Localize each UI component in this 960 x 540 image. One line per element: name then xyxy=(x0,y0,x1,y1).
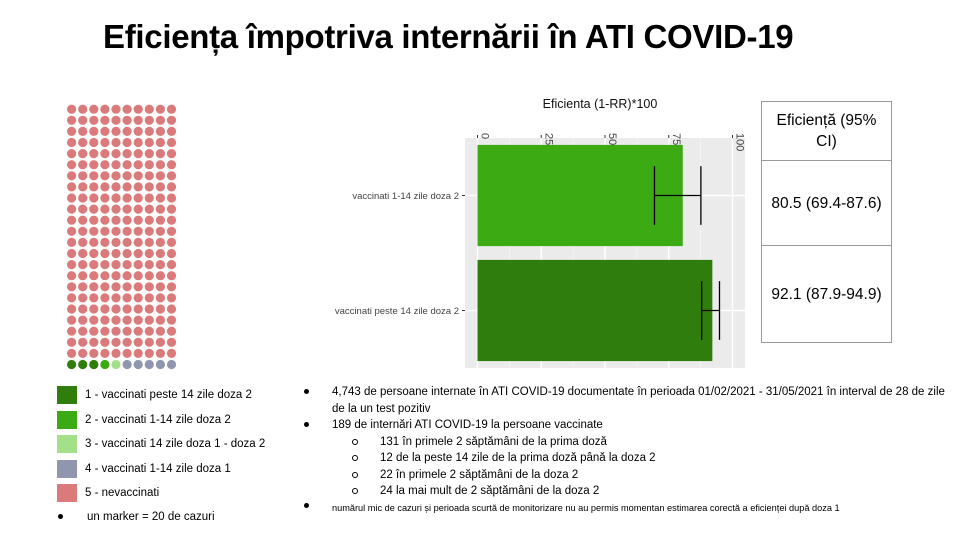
waffle-marker xyxy=(100,160,109,169)
waffle-marker xyxy=(145,160,154,169)
waffle-marker xyxy=(167,249,176,258)
waffle-marker xyxy=(100,282,109,291)
waffle-marker xyxy=(156,238,165,247)
waffle-marker xyxy=(123,349,132,358)
waffle-marker xyxy=(89,171,98,180)
waffle-marker xyxy=(156,327,165,336)
waffle-marker xyxy=(78,227,87,236)
waffle-marker xyxy=(111,338,120,347)
waffle-marker xyxy=(134,338,143,347)
waffle-marker xyxy=(123,282,132,291)
waffle-marker xyxy=(134,149,143,158)
waffle-marker xyxy=(89,238,98,247)
circle-bullet-icon xyxy=(352,455,358,461)
waffle-marker xyxy=(111,293,120,302)
waffle-marker xyxy=(134,260,143,269)
waffle-marker xyxy=(134,360,143,369)
waffle-marker xyxy=(123,271,132,280)
waffle-marker xyxy=(67,171,76,180)
waffle-marker xyxy=(111,249,120,258)
waffle-marker xyxy=(134,116,143,125)
waffle-marker xyxy=(89,327,98,336)
waffle-marker xyxy=(167,116,176,125)
waffle-marker xyxy=(145,316,154,325)
waffle-marker xyxy=(123,227,132,236)
waffle-marker xyxy=(167,227,176,236)
waffle-marker xyxy=(111,127,120,136)
waffle-marker xyxy=(167,127,176,136)
sub-note-text: 12 de la peste 14 zile de la prima doză până la doza 2 xyxy=(380,452,656,464)
waffle-marker xyxy=(111,182,120,191)
efficacy-table-header: Eficiență (95% CI) xyxy=(762,102,892,161)
waffle-marker xyxy=(123,360,132,369)
waffle-marker xyxy=(67,327,76,336)
waffle-marker xyxy=(89,349,98,358)
waffle-marker xyxy=(78,182,87,191)
waffle-marker xyxy=(89,249,98,258)
waffle-chart xyxy=(66,104,178,370)
waffle-marker xyxy=(145,249,154,258)
waffle-marker xyxy=(89,182,98,191)
waffle-marker xyxy=(134,227,143,236)
waffle-marker xyxy=(100,238,109,247)
waffle-marker xyxy=(134,193,143,202)
note-admissions-text: 4,743 de persoane internate în ATI COVID-19 documentate în perioada 01/02/2021 - 31/05/2021 în interval de 28 de zile de la un test pozitiv xyxy=(332,386,945,415)
waffle-marker xyxy=(145,127,154,136)
note-vaccinated-text: 189 de internări ATI COVID-19 la persoane vaccinate xyxy=(332,419,603,431)
waffle-marker xyxy=(156,271,165,280)
waffle-marker xyxy=(111,282,120,291)
waffle-marker xyxy=(111,138,120,147)
waffle-marker xyxy=(67,316,76,325)
waffle-marker xyxy=(100,193,109,202)
waffle-marker xyxy=(145,238,154,247)
waffle-marker xyxy=(123,304,132,313)
waffle-marker xyxy=(134,138,143,147)
waffle-marker xyxy=(111,304,120,313)
waffle-marker xyxy=(145,138,154,147)
waffle-marker xyxy=(67,360,76,369)
waffle-marker xyxy=(100,360,109,369)
legend-label-5: 5 - nevaccinati xyxy=(85,487,160,499)
waffle-marker xyxy=(67,227,76,236)
waffle-marker xyxy=(123,205,132,214)
legend-swatch-3 xyxy=(57,435,77,453)
waffle-marker xyxy=(100,105,109,114)
waffle-marker xyxy=(67,116,76,125)
waffle-marker xyxy=(145,271,154,280)
waffle-marker xyxy=(78,193,87,202)
waffle-marker xyxy=(89,304,98,313)
waffle-marker xyxy=(123,105,132,114)
waffle-marker xyxy=(100,327,109,336)
waffle-marker xyxy=(67,127,76,136)
note-admissions xyxy=(300,384,955,417)
waffle-marker xyxy=(134,182,143,191)
waffle-marker xyxy=(89,316,98,325)
legend-swatch-1 xyxy=(57,386,77,404)
circle-bullet-icon xyxy=(352,472,358,478)
waffle-marker xyxy=(123,171,132,180)
waffle-marker xyxy=(156,193,165,202)
waffle-marker xyxy=(145,293,154,302)
waffle-marker xyxy=(111,260,120,269)
waffle-marker xyxy=(123,316,132,325)
waffle-marker xyxy=(123,238,132,247)
waffle-marker xyxy=(134,205,143,214)
waffle-marker xyxy=(134,304,143,313)
waffle-marker xyxy=(156,127,165,136)
waffle-marker xyxy=(89,138,98,147)
waffle-marker xyxy=(134,349,143,358)
waffle-marker xyxy=(89,149,98,158)
legend-label-4: 4 - vaccinati 1-14 zile doza 1 xyxy=(85,462,231,475)
waffle-marker xyxy=(111,238,120,247)
waffle-marker xyxy=(78,105,87,114)
waffle-marker xyxy=(156,260,165,269)
waffle-marker xyxy=(167,205,176,214)
waffle-marker xyxy=(156,116,165,125)
waffle-marker xyxy=(78,271,87,280)
waffle-marker xyxy=(67,293,76,302)
legend-label-1: 1 - vaccinati peste 14 zile doza 2 xyxy=(85,389,252,401)
waffle-marker xyxy=(78,260,87,269)
waffle-marker xyxy=(167,193,176,202)
waffle-marker xyxy=(67,238,76,247)
waffle-marker xyxy=(78,360,87,369)
waffle-marker xyxy=(100,349,109,358)
waffle-marker xyxy=(145,182,154,191)
waffle-marker xyxy=(156,360,165,369)
waffle-marker xyxy=(145,304,154,313)
sub-note-text: 131 în primele 2 săptămâni de la prima doză xyxy=(380,435,607,448)
waffle-marker xyxy=(111,149,120,158)
waffle-marker xyxy=(78,338,87,347)
waffle-marker xyxy=(111,216,120,225)
x-tick-label: 100 xyxy=(733,133,745,152)
waffle-marker xyxy=(167,160,176,169)
bullet-icon xyxy=(304,422,309,427)
waffle-marker xyxy=(156,304,165,313)
waffle-marker xyxy=(167,260,176,269)
waffle-marker xyxy=(89,360,98,369)
waffle-marker xyxy=(123,116,132,125)
waffle-marker xyxy=(167,327,176,336)
page-title: Eficiența împotriva internării în ATI COVID-19 xyxy=(103,18,794,55)
marker-note-text: un marker = 20 de cazuri xyxy=(87,511,215,523)
sub-note xyxy=(300,483,955,500)
waffle-marker xyxy=(100,293,109,302)
waffle-marker xyxy=(89,338,98,347)
waffle-marker xyxy=(89,127,98,136)
waffle-marker xyxy=(134,249,143,258)
waffle-marker xyxy=(145,149,154,158)
waffle-marker xyxy=(145,116,154,125)
waffle-marker xyxy=(145,105,154,114)
waffle-marker xyxy=(123,127,132,136)
waffle-marker xyxy=(145,338,154,347)
waffle-marker xyxy=(156,338,165,347)
waffle-marker xyxy=(156,138,165,147)
waffle-marker xyxy=(156,293,165,302)
efficacy-table-cell-1: 80.5 (69.4-87.6) xyxy=(762,161,892,246)
waffle-marker xyxy=(67,149,76,158)
waffle-marker xyxy=(156,282,165,291)
x-tick-label: 0 xyxy=(478,133,491,140)
waffle-marker xyxy=(167,316,176,325)
sub-note-text: 22 în primele 2 săptămâni de la doza 2 xyxy=(380,468,579,481)
waffle-marker xyxy=(67,304,76,313)
waffle-marker xyxy=(123,193,132,202)
waffle-marker xyxy=(123,149,132,158)
sub-note-text: 24 la mai mult de 2 săptămâni de la doza 2 xyxy=(380,485,600,497)
circle-bullet-icon xyxy=(352,439,358,445)
waffle-marker xyxy=(111,271,120,280)
waffle-marker xyxy=(145,360,154,369)
waffle-marker xyxy=(89,216,98,225)
waffle-marker xyxy=(100,182,109,191)
waffle-marker xyxy=(145,327,154,336)
category-label: vaccinati peste 14 zile doza 2 xyxy=(334,306,459,317)
waffle-marker xyxy=(167,293,176,302)
waffle-marker xyxy=(156,149,165,158)
waffle-marker xyxy=(167,216,176,225)
waffle-marker xyxy=(78,216,87,225)
waffle-marker xyxy=(156,316,165,325)
waffle-marker xyxy=(167,338,176,347)
waffle-marker xyxy=(134,316,143,325)
waffle-marker xyxy=(156,227,165,236)
waffle-marker xyxy=(100,171,109,180)
waffle-marker xyxy=(89,160,98,169)
bullet-icon xyxy=(58,514,63,519)
waffle-marker xyxy=(100,116,109,125)
waffle-marker xyxy=(67,182,76,191)
waffle-marker xyxy=(67,193,76,202)
waffle-marker xyxy=(89,116,98,125)
waffle-marker xyxy=(134,282,143,291)
waffle-marker xyxy=(134,327,143,336)
note-limitation-text: numărul mic de cazuri și perioada scurtă de monitorizare nu au permis momentan estimarea corectă a eficienței după doza 1 xyxy=(332,502,840,513)
efficacy-table xyxy=(761,101,892,343)
waffle-marker xyxy=(78,138,87,147)
legend-swatch-5 xyxy=(57,484,77,502)
waffle-marker xyxy=(89,260,98,269)
x-tick-label: 50 xyxy=(606,133,618,146)
waffle-marker xyxy=(167,360,176,369)
x-tick-label: 75 xyxy=(669,133,682,146)
waffle-marker xyxy=(78,249,87,258)
bullet-icon xyxy=(304,389,309,394)
waffle-marker xyxy=(100,304,109,313)
waffle-marker xyxy=(67,138,76,147)
waffle-marker xyxy=(111,227,120,236)
waffle-marker xyxy=(167,105,176,114)
waffle-marker xyxy=(123,338,132,347)
waffle-marker xyxy=(100,271,109,280)
waffle-marker xyxy=(156,349,165,358)
waffle-marker xyxy=(145,205,154,214)
waffle-marker xyxy=(78,293,87,302)
circle-bullet-icon xyxy=(352,488,358,494)
waffle-marker xyxy=(134,216,143,225)
waffle-marker xyxy=(134,127,143,136)
sub-note xyxy=(300,467,955,484)
bullet-icon xyxy=(304,503,309,508)
waffle-marker xyxy=(89,205,98,214)
waffle-marker xyxy=(167,304,176,313)
waffle-marker xyxy=(111,327,120,336)
waffle-marker xyxy=(156,171,165,180)
waffle-marker xyxy=(89,293,98,302)
waffle-marker xyxy=(123,138,132,147)
waffle-marker xyxy=(78,160,87,169)
waffle-marker xyxy=(156,105,165,114)
waffle-marker xyxy=(100,205,109,214)
waffle-marker xyxy=(167,171,176,180)
waffle-marker xyxy=(123,182,132,191)
waffle-marker xyxy=(78,127,87,136)
waffle-marker xyxy=(78,327,87,336)
waffle-marker xyxy=(78,316,87,325)
notes-list xyxy=(300,384,955,516)
bar xyxy=(478,260,713,361)
waffle-marker xyxy=(67,282,76,291)
waffle-marker xyxy=(100,138,109,147)
waffle-marker xyxy=(145,171,154,180)
x-tick-label: 25 xyxy=(542,133,555,146)
waffle-marker xyxy=(111,349,120,358)
waffle-marker xyxy=(156,249,165,258)
sub-note xyxy=(300,434,955,451)
waffle-marker xyxy=(134,271,143,280)
waffle-marker xyxy=(167,238,176,247)
waffle-marker xyxy=(156,216,165,225)
waffle-marker xyxy=(111,116,120,125)
x-axis-title: Eficienta (1-RR)*100 xyxy=(542,97,658,111)
waffle-marker xyxy=(67,216,76,225)
note-limitation xyxy=(300,500,955,517)
waffle-marker xyxy=(123,160,132,169)
waffle-marker xyxy=(145,216,154,225)
waffle-marker xyxy=(100,260,109,269)
waffle-marker xyxy=(67,105,76,114)
legend-label-2: 2 - vaccinati 1-14 zile doza 2 xyxy=(85,413,231,426)
waffle-marker xyxy=(78,349,87,358)
bar xyxy=(478,145,683,246)
waffle-marker xyxy=(100,149,109,158)
waffle-marker xyxy=(78,238,87,247)
waffle-marker xyxy=(111,193,120,202)
waffle-marker xyxy=(100,216,109,225)
waffle-marker xyxy=(134,105,143,114)
waffle-marker xyxy=(89,271,98,280)
waffle-marker xyxy=(145,349,154,358)
waffle-marker xyxy=(67,338,76,347)
waffle-marker xyxy=(67,271,76,280)
waffle-marker xyxy=(111,171,120,180)
waffle-marker xyxy=(145,260,154,269)
waffle-marker xyxy=(145,193,154,202)
waffle-marker xyxy=(111,205,120,214)
waffle-marker xyxy=(111,105,120,114)
legend-swatch-4 xyxy=(57,460,77,478)
waffle-marker xyxy=(134,293,143,302)
waffle-marker xyxy=(78,149,87,158)
efficacy-table-cell-2: 92.1 (87.9-94.9) xyxy=(762,246,892,343)
waffle-marker xyxy=(167,182,176,191)
waffle-marker xyxy=(78,282,87,291)
waffle-marker xyxy=(67,249,76,258)
category-label: vaccinati 1-14 zile doza 2 xyxy=(352,191,459,202)
waffle-marker xyxy=(167,349,176,358)
waffle-marker xyxy=(78,116,87,125)
waffle-marker xyxy=(145,282,154,291)
waffle-marker xyxy=(100,316,109,325)
waffle-marker xyxy=(123,249,132,258)
legend-label-3: 3 - vaccinati 14 zile doza 1 - doza 2 xyxy=(85,438,266,450)
waffle-marker xyxy=(67,349,76,358)
waffle-marker xyxy=(134,171,143,180)
efficacy-bar-chart xyxy=(300,90,745,375)
waffle-marker xyxy=(167,149,176,158)
waffle-marker xyxy=(156,182,165,191)
waffle-marker xyxy=(156,205,165,214)
waffle-marker xyxy=(123,260,132,269)
waffle-marker xyxy=(67,205,76,214)
waffle-marker xyxy=(100,227,109,236)
marker-note xyxy=(58,511,215,523)
sub-note xyxy=(300,450,955,467)
waffle-marker xyxy=(67,260,76,269)
note-vaccinated xyxy=(300,417,955,434)
waffle-marker xyxy=(167,138,176,147)
waffle-marker xyxy=(89,105,98,114)
waffle-marker xyxy=(111,360,120,369)
waffle-marker xyxy=(134,238,143,247)
waffle-marker xyxy=(123,293,132,302)
waffle-marker xyxy=(89,282,98,291)
waffle-marker xyxy=(134,160,143,169)
waffle-marker xyxy=(123,216,132,225)
waffle-marker xyxy=(123,327,132,336)
waffle-marker xyxy=(167,282,176,291)
waffle-marker xyxy=(67,160,76,169)
waffle-marker xyxy=(89,227,98,236)
waffle-marker xyxy=(100,249,109,258)
waffle-marker xyxy=(78,205,87,214)
waffle-marker xyxy=(100,127,109,136)
waffle-marker xyxy=(100,338,109,347)
waffle-marker xyxy=(78,304,87,313)
waffle-marker xyxy=(111,160,120,169)
waffle-marker xyxy=(111,316,120,325)
waffle-marker xyxy=(167,271,176,280)
waffle-marker xyxy=(156,160,165,169)
waffle-marker xyxy=(78,171,87,180)
waffle-marker xyxy=(145,227,154,236)
legend-swatch-2 xyxy=(57,411,77,429)
waffle-marker xyxy=(89,193,98,202)
